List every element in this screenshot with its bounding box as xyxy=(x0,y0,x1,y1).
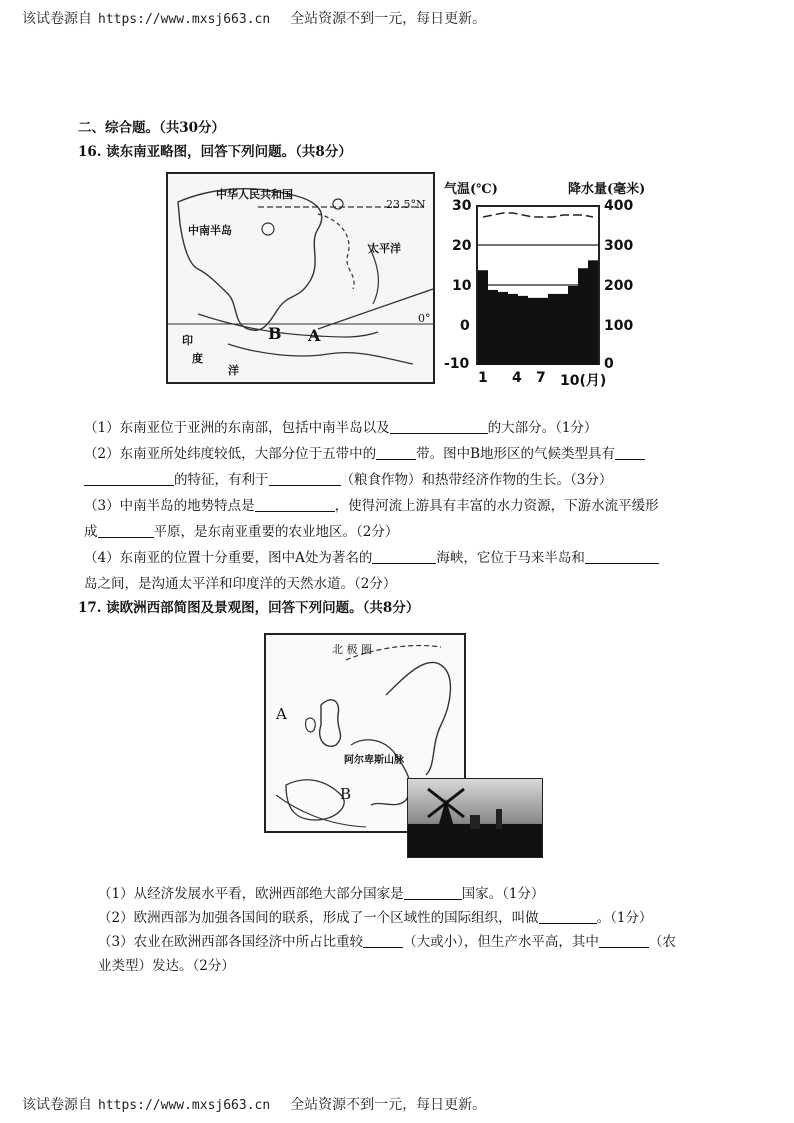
page-footer xyxy=(22,1094,486,1114)
q17-2-text-b: 。（1分） xyxy=(596,910,653,926)
header-note: 全站资源不到一元，每日更新。 xyxy=(290,11,487,27)
footer-url[interactable]: https://www.mxsj663.cn xyxy=(98,1098,271,1113)
page-header xyxy=(22,8,486,28)
q16-part-3 xyxy=(84,494,659,514)
europe-label-river: 阿尔卑斯山脉 xyxy=(344,755,404,766)
map-label-indian-3: 洋 xyxy=(228,364,239,377)
q17-2-text-a: （2）欧洲西部为加强各国间的联系，形成了一个区域性的国际组织，叫做 xyxy=(98,910,539,926)
map-label-pacific: 太平洋 xyxy=(368,242,401,255)
precip-bar xyxy=(538,298,548,365)
q16-part-4b xyxy=(84,572,396,592)
q16-4-blank-island[interactable] xyxy=(585,549,659,564)
precip-axis-title: 降水量(毫米) xyxy=(568,182,646,197)
map-label-indian-1: 印 xyxy=(182,334,193,347)
q17-part-2 xyxy=(98,906,652,926)
precip-bar xyxy=(558,294,568,365)
q17-3-text-a: （3）农业在欧洲西部各国经济中所占比重较 xyxy=(98,934,364,950)
q16-2b-text-c: （粮食作物）和热带经济作物的生长。（3分） xyxy=(340,472,613,488)
q17-3-blank-size[interactable] xyxy=(363,933,403,948)
q17-part-3b xyxy=(98,954,235,974)
map-label-china: 中华人民共和国 xyxy=(216,188,293,201)
q16-1-blank[interactable] xyxy=(390,419,488,434)
climate-chart xyxy=(476,205,600,365)
q16-2-blank-zone[interactable] xyxy=(376,445,416,460)
month-tick-10: 10(月) xyxy=(560,373,607,389)
map-label-a: A xyxy=(308,326,321,345)
q16-3b-text-b: 平原，是东南亚重要的农业地区。（2分） xyxy=(153,524,399,540)
temp-tick-30: 30 xyxy=(452,198,472,214)
precip-bar xyxy=(588,260,598,365)
precip-tick-400: 400 xyxy=(604,198,634,214)
q16-2-text-a: （2）东南亚所处纬度较低，大部分位于五带中的 xyxy=(84,446,377,462)
europe-label-a: A xyxy=(276,705,287,723)
q16-2-blank-climate[interactable] xyxy=(615,445,645,460)
q16-1-text-b: 的大部分。（1分） xyxy=(487,420,598,436)
precip-bar xyxy=(518,296,528,365)
precip-bar xyxy=(508,294,518,365)
q16-3b-text-a: 成 xyxy=(84,524,98,540)
month-tick-1: 1 xyxy=(478,370,488,386)
q17-3-text-c: （农 xyxy=(648,934,676,950)
temp-tick-10: 10 xyxy=(452,278,472,294)
windmill-landscape-photo xyxy=(407,778,543,858)
header-source: 该试卷源自 xyxy=(22,11,92,27)
q17-1-text-a: （1）从经济发展水平看，欧洲西部绝大部分国家是 xyxy=(98,886,404,902)
q17-title: 17. 读欧洲西部简图及景观图，回答下列问题。（共8分） xyxy=(78,600,420,616)
q16-part-1 xyxy=(84,416,597,436)
q16-4-text-b: 海峡，它位于马来半岛和 xyxy=(436,550,585,566)
precip-bar xyxy=(578,268,588,365)
q17-3b-text-a: 业类型）发达。（2分） xyxy=(98,958,235,974)
footer-note: 全站资源不到一元，每日更新。 xyxy=(290,1097,487,1113)
q16-3-blank-plain[interactable] xyxy=(98,523,154,538)
section-title: 二、综合题。（共30分） xyxy=(78,120,226,136)
map-label-tropic: 23.5°N xyxy=(386,198,426,211)
q16-part-3b xyxy=(84,520,398,540)
precip-bar xyxy=(478,270,488,365)
q17-part-3 xyxy=(98,930,676,950)
q16-4-text-a: （4）东南亚的位置十分重要，图中A处为著名的 xyxy=(84,550,373,566)
q16-title: 16. 读东南亚略图，回答下列问题。（共8分） xyxy=(78,144,352,160)
map-label-equator: 0° xyxy=(418,312,431,325)
temp-axis-title: 气温(℃) xyxy=(444,182,498,197)
q16-3-text-b: ，使得河流上游具有丰富的水力资源，下游水流平缓形 xyxy=(334,498,659,514)
q17-2-blank[interactable] xyxy=(539,909,597,924)
precip-tick-300: 300 xyxy=(604,238,634,254)
q17-3-text-b: （大或小），但生产水平高，其中 xyxy=(403,934,599,950)
q16-2b-text-b: 的特征，有利于 xyxy=(174,472,269,488)
q16-part-2b xyxy=(84,468,612,488)
footer-source: 该试卷源自 xyxy=(22,1097,92,1113)
europe-label-arctic: 北 极 圈 xyxy=(332,643,372,656)
precip-bar xyxy=(548,294,558,365)
q16-1-text-a: （1）东南亚位于亚洲的东南部，包括中南半岛以及 xyxy=(84,420,390,436)
q17-3-blank-type[interactable] xyxy=(599,933,649,948)
q17-part-1 xyxy=(98,882,544,902)
precip-tick-0: 0 xyxy=(604,356,614,372)
q16-2-blank-crop[interactable] xyxy=(269,471,341,486)
precip-tick-200: 200 xyxy=(604,278,634,294)
q16-part-4 xyxy=(84,546,659,566)
q16-3-blank-terrain[interactable] xyxy=(255,497,335,512)
q16-2-text-b: 带。图中B地形区的气候类型具有 xyxy=(416,446,616,462)
precip-bar xyxy=(498,292,508,365)
q17-1-blank[interactable] xyxy=(404,885,462,900)
southeast-asia-map xyxy=(166,172,435,384)
q16-4b-text-a: 岛之间，是沟通太平洋和印度洋的天然水道。（2分） xyxy=(84,576,397,592)
precip-bar xyxy=(528,298,538,365)
q16-3-text-a: （3）中南半岛的地势特点是 xyxy=(84,498,255,514)
q17-1-text-b: 国家。（1分） xyxy=(461,886,545,902)
map-label-peninsula: 中南半岛 xyxy=(188,224,232,237)
precip-bar xyxy=(568,286,578,365)
map-label-b: B xyxy=(268,324,282,343)
europe-label-b: B xyxy=(340,785,352,803)
temp-tick-minus10: -10 xyxy=(444,356,470,372)
q16-2-blank-feature[interactable] xyxy=(84,471,174,486)
month-tick-7: 7 xyxy=(536,370,546,386)
month-tick-4: 4 xyxy=(512,370,522,386)
q16-part-2 xyxy=(84,442,645,462)
temp-tick-20: 20 xyxy=(452,238,472,254)
temp-tick-0: 0 xyxy=(460,318,470,334)
precip-tick-100: 100 xyxy=(604,318,634,334)
windmill-graphic xyxy=(408,779,542,857)
map-label-indian-2: 度 xyxy=(192,352,203,365)
precip-bar xyxy=(488,290,498,365)
q16-4-blank-strait[interactable] xyxy=(372,549,436,564)
header-url[interactable]: https://www.mxsj663.cn xyxy=(98,12,271,27)
